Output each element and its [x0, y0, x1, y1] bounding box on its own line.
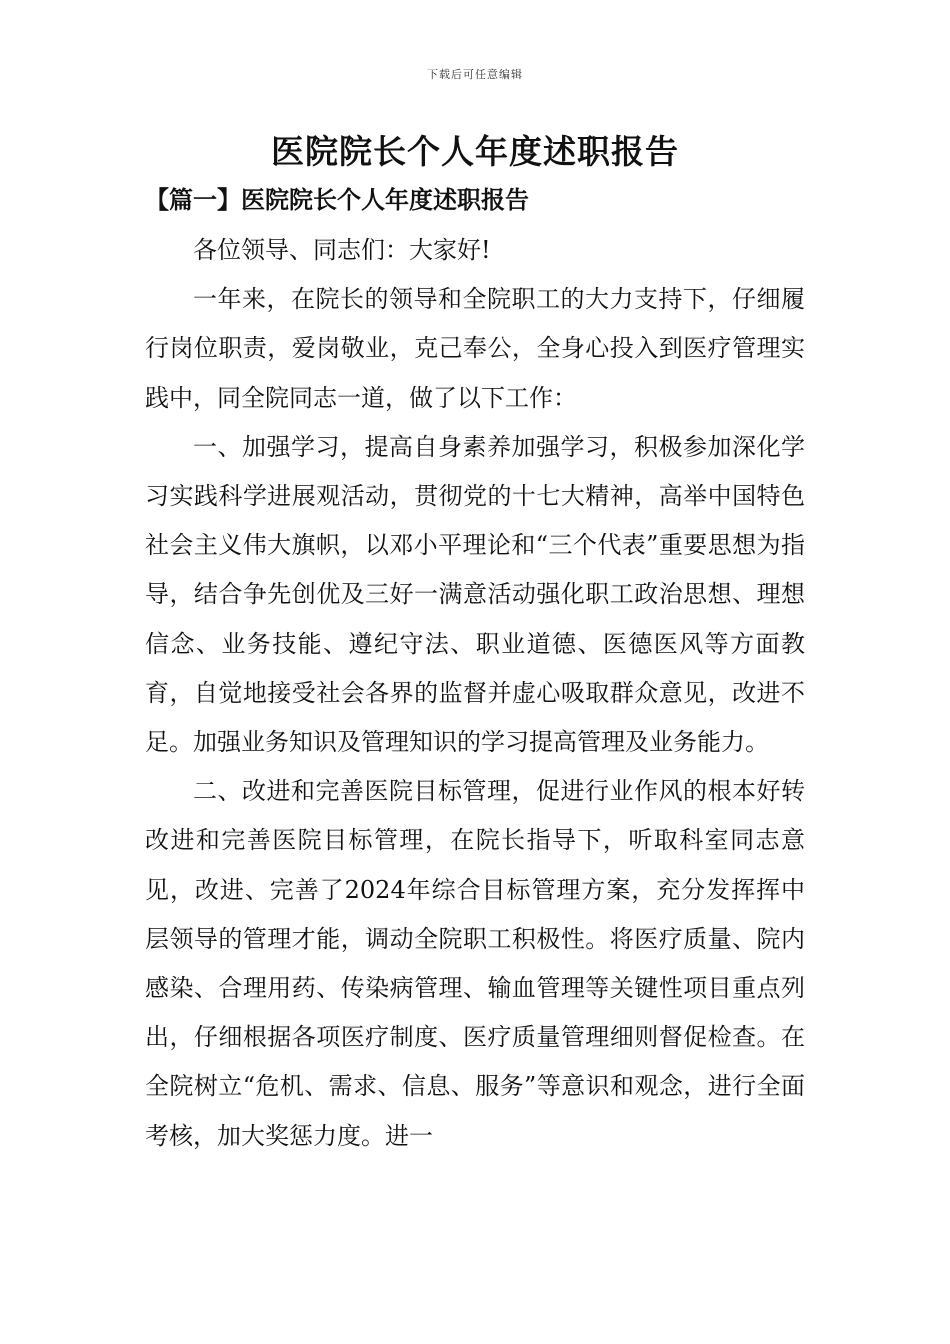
paragraph-greeting: 各位领导、同志们：大家好! [193, 236, 491, 264]
document-body [145, 226, 805, 1161]
paragraph-section-one: 一、加强学习，提高自身素养加强学习，积极参加深化学习实践科学进展观活动，贯彻党的十七大精神，高举中国特色社会主义伟大旗帜，以邓小平理论和“三个代表”重要思想为指导，结合争先创优及三好一满意活动强化职工政治思想、理想信念、业务技能、遵纪守法、职业道德、医德医风等方面教育，自觉地接受社会各界的监督并虚心吸取群众意见，改进不足。加强业务知识及管理知识的学习提高管理及业务能力。 [145, 432, 805, 757]
paragraph-intro: 一年来，在院长的领导和全院职工的大力支持下，仔细履行岗位职责，爱岗敬业，克己奉公，全身心投入到医疗管理实践中，同全院同志一道，做了以下工作： [145, 285, 805, 412]
document-title: 医院院长个人年度述职报告 [271, 132, 679, 171]
header-note: 下载后可任意编辑 [427, 68, 523, 81]
paragraph-section-two: 二、改进和完善医院目标管理，促进行业作风的根本好转改进和完善医院目标管理，在院长指导下，听取科室同志意见，改进、完善了2024年综合目标管理方案，充分发挥挥中层领导的管理才能，调动全院职工积极性。将医疗质量、院内感染、合理用药、传染病管理、输血管理等关键性项目重点列出，仔细根据各项医疗制度、医疗质量管理细则督促检查。在全院树立“危机、需求、信息、服务”等意识和观念，进行全面考核，加大奖惩力度。进一 [145, 777, 805, 1150]
section-heading: 【篇一】医院院长个人年度述职报告 [145, 185, 529, 214]
